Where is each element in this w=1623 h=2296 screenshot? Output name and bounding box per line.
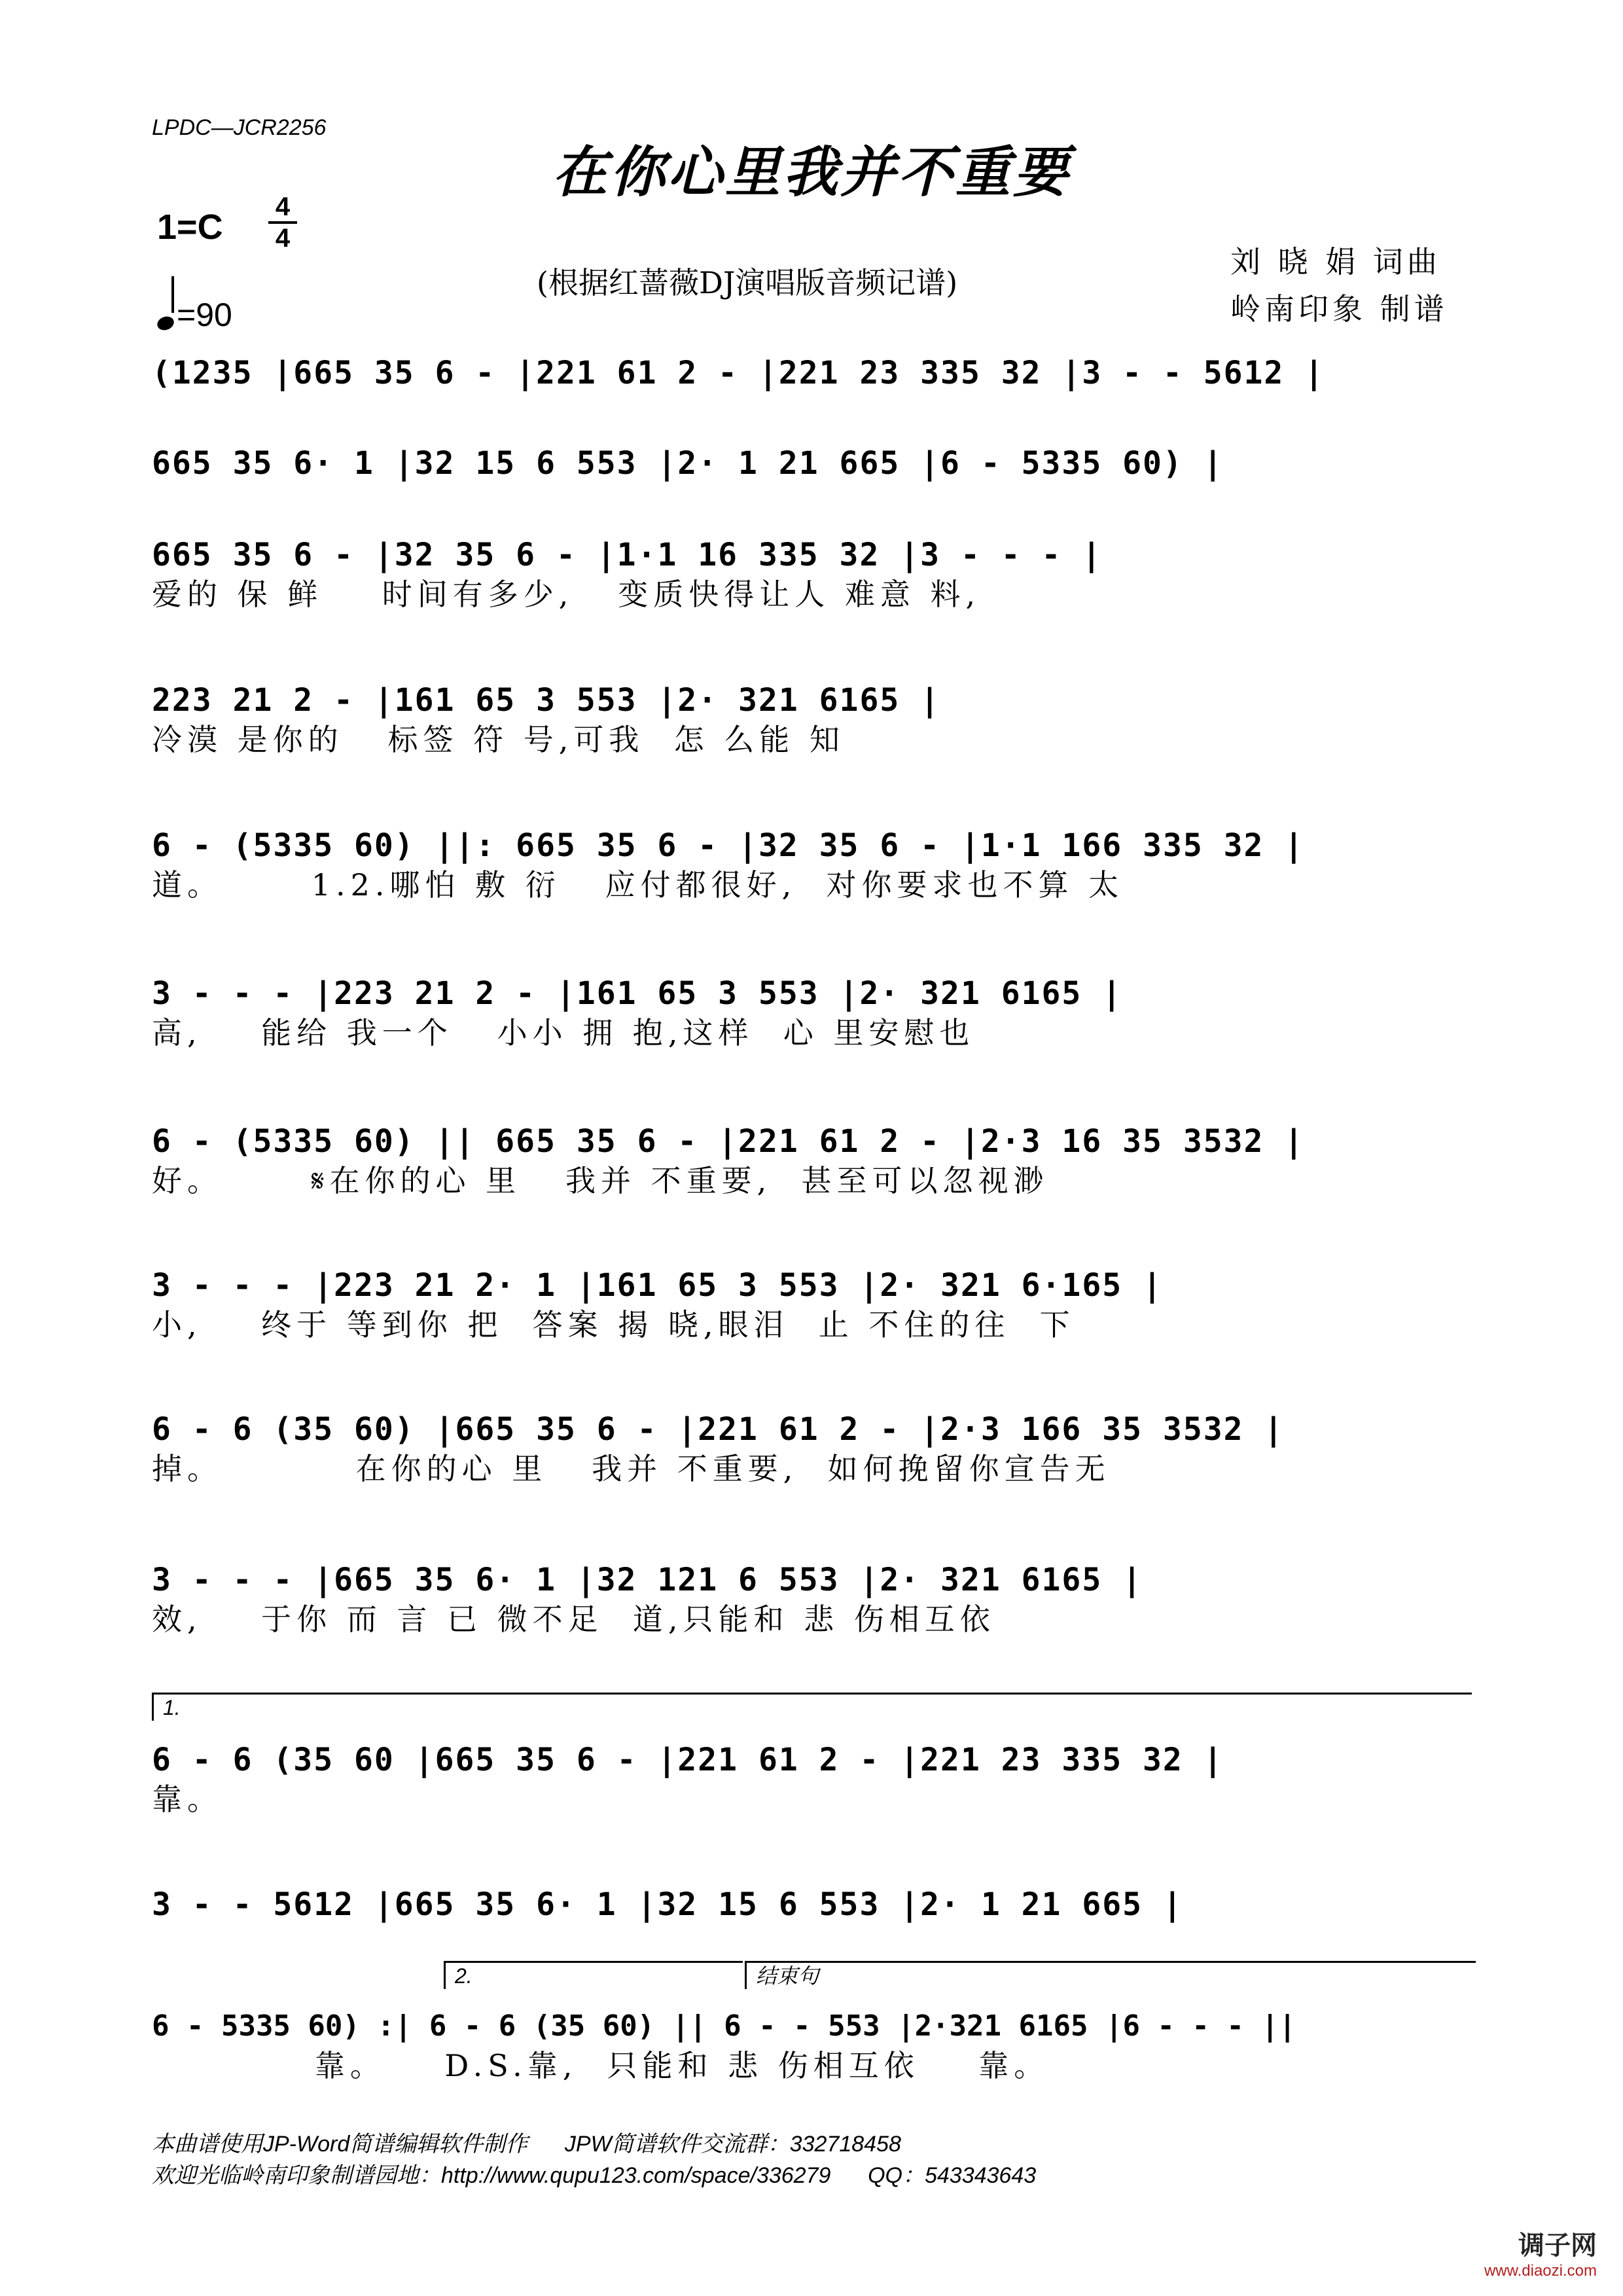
footer-line-1: 本曲谱使用JP-Word简谱编辑软件制作 JPW简谱软件交流群：332718458: [152, 2132, 901, 2157]
lyric: 冷漠 是你的 标签 符 号,可我 怎 么能 知: [152, 722, 845, 757]
score-line-4: [152, 681, 1480, 759]
second-ending-bracket: 2.: [444, 1961, 743, 1989]
notation: 665 35 6· 1 |32 15 6 553 |2· 1 21 665 |6 - 5335 60) |: [152, 445, 1224, 482]
meter-bottom: 4: [275, 224, 291, 253]
quarter-note-icon: [155, 314, 175, 332]
coda-bracket: 结束句: [745, 1961, 1476, 1989]
lyric: 高, 能给 我一个 小小 拥 抱,这样 心 里安慰也: [152, 1015, 975, 1050]
notation: 6 - (5335 60) ||: 665 35 6 - |32 35 6 - |1·1 166 335 32 |: [152, 827, 1305, 864]
notation: 3 - - - |223 21 2 - |161 65 3 553 |2· 321 6165 |: [152, 975, 1123, 1012]
watermark-name: 调子网: [1518, 2231, 1597, 2261]
lyric: 掉。 在你的心 里 我并 不重要, 如何挽留你宣告无: [152, 1451, 1111, 1486]
lyric: 靠。: [152, 1782, 223, 1817]
score-line-5: [152, 826, 1480, 905]
score-line-2: [152, 444, 1480, 483]
notation: 6 - (5335 60) || 665 35 6 - |221 61 2 - |2·3 16 35 3532 |: [152, 1123, 1305, 1160]
score-line-9: [152, 1410, 1480, 1488]
score-line-1: [152, 353, 1480, 393]
watermark: [1484, 2225, 1597, 2280]
time-signature: [268, 194, 297, 251]
score-line-11: [152, 1693, 1480, 1819]
arranger-credit: 岭南印象 制谱: [1230, 291, 1448, 327]
notation: 3 - - - |665 35 6· 1 |32 121 6 553 |2· 321 6165 |: [152, 1562, 1143, 1598]
footer-line-2: 欢迎光临岭南印象制谱园地：http://www.qupu123.com/space/336279 QQ：543343643: [152, 2163, 1037, 2188]
first-ending-bracket: 1.: [152, 1693, 1472, 1721]
score-line-10: [152, 1560, 1480, 1639]
lyric: 好。 𝄋在你的心 里 我并 不重要, 甚至可以忽视渺: [152, 1163, 1049, 1198]
notation: 6 - 6 (35 60 |665 35 6 - |221 61 2 - |221 23 335 32 |: [152, 1742, 1224, 1778]
score-line-12: [152, 1885, 1480, 1924]
score-code: LPDC—JCR2256: [152, 115, 327, 140]
key-signature: 1=C: [157, 207, 223, 247]
watermark-url: www.diaozi.com: [1484, 2262, 1597, 2280]
notation: 6 - 5335 60) :| 6 - 6 (35 60) || 6 - - 553 |2·321 6165 |6 - - - ||: [152, 2009, 1296, 2043]
score-line-6: [152, 974, 1480, 1052]
lyric: 道。 1.2.哪怕 敷 衍 应付都很好, 对你要求也不算 太: [152, 867, 1124, 903]
lyric: 效, 于你 而 言 已 微不足 道,只能和 悲 伤相互依: [152, 1602, 995, 1637]
notation: (1235 |665 35 6 - |221 61 2 - |221 23 335 32 |3 - - 5612 |: [152, 355, 1325, 391]
notation: 3 - - 5612 |665 35 6· 1 |32 15 6 553 |2· 1 21 665 |: [152, 1886, 1183, 1923]
tempo-value: =90: [177, 296, 232, 333]
score-line-3: [152, 535, 1480, 614]
lyric: 小, 终于 等到你 把 答案 揭 晓,眼泪 止 不住的往 下: [152, 1307, 1075, 1342]
lyricist-credit: 刘 晓 娟 词曲: [1230, 244, 1441, 279]
note-stem: [171, 276, 174, 313]
score-line-13: [152, 1961, 1480, 2085]
ending-brackets: [152, 1961, 1480, 1990]
score-title: 在你心里我并不重要: [552, 139, 1071, 204]
score-line-7: [152, 1122, 1480, 1200]
notation: 6 - 6 (35 60) |665 35 6 - |221 61 2 - |2·3 166 35 3532 |: [152, 1411, 1285, 1448]
meter-top: 4: [275, 192, 291, 221]
subtitle: (根据红蔷薇DJ演唱版音频记谱): [537, 265, 958, 300]
notation: 665 35 6 - |32 35 6 - |1·1 16 335 32 |3 - - - |: [152, 537, 1103, 573]
tempo-marking: [157, 289, 232, 334]
lyric: 靠。 D.S.靠, 只能和 悲 伤相互依 靠。: [152, 2048, 1050, 2083]
notation: 223 21 2 - |161 65 3 553 |2· 321 6165 |: [152, 682, 941, 719]
score-line-8: [152, 1266, 1480, 1344]
lyric: 爱的 保 鲜 时间有多少, 变质快得让人 难意 料,: [152, 577, 981, 612]
notation: 3 - - - |223 21 2· 1 |161 65 3 553 |2· 321 6·165 |: [152, 1267, 1163, 1304]
